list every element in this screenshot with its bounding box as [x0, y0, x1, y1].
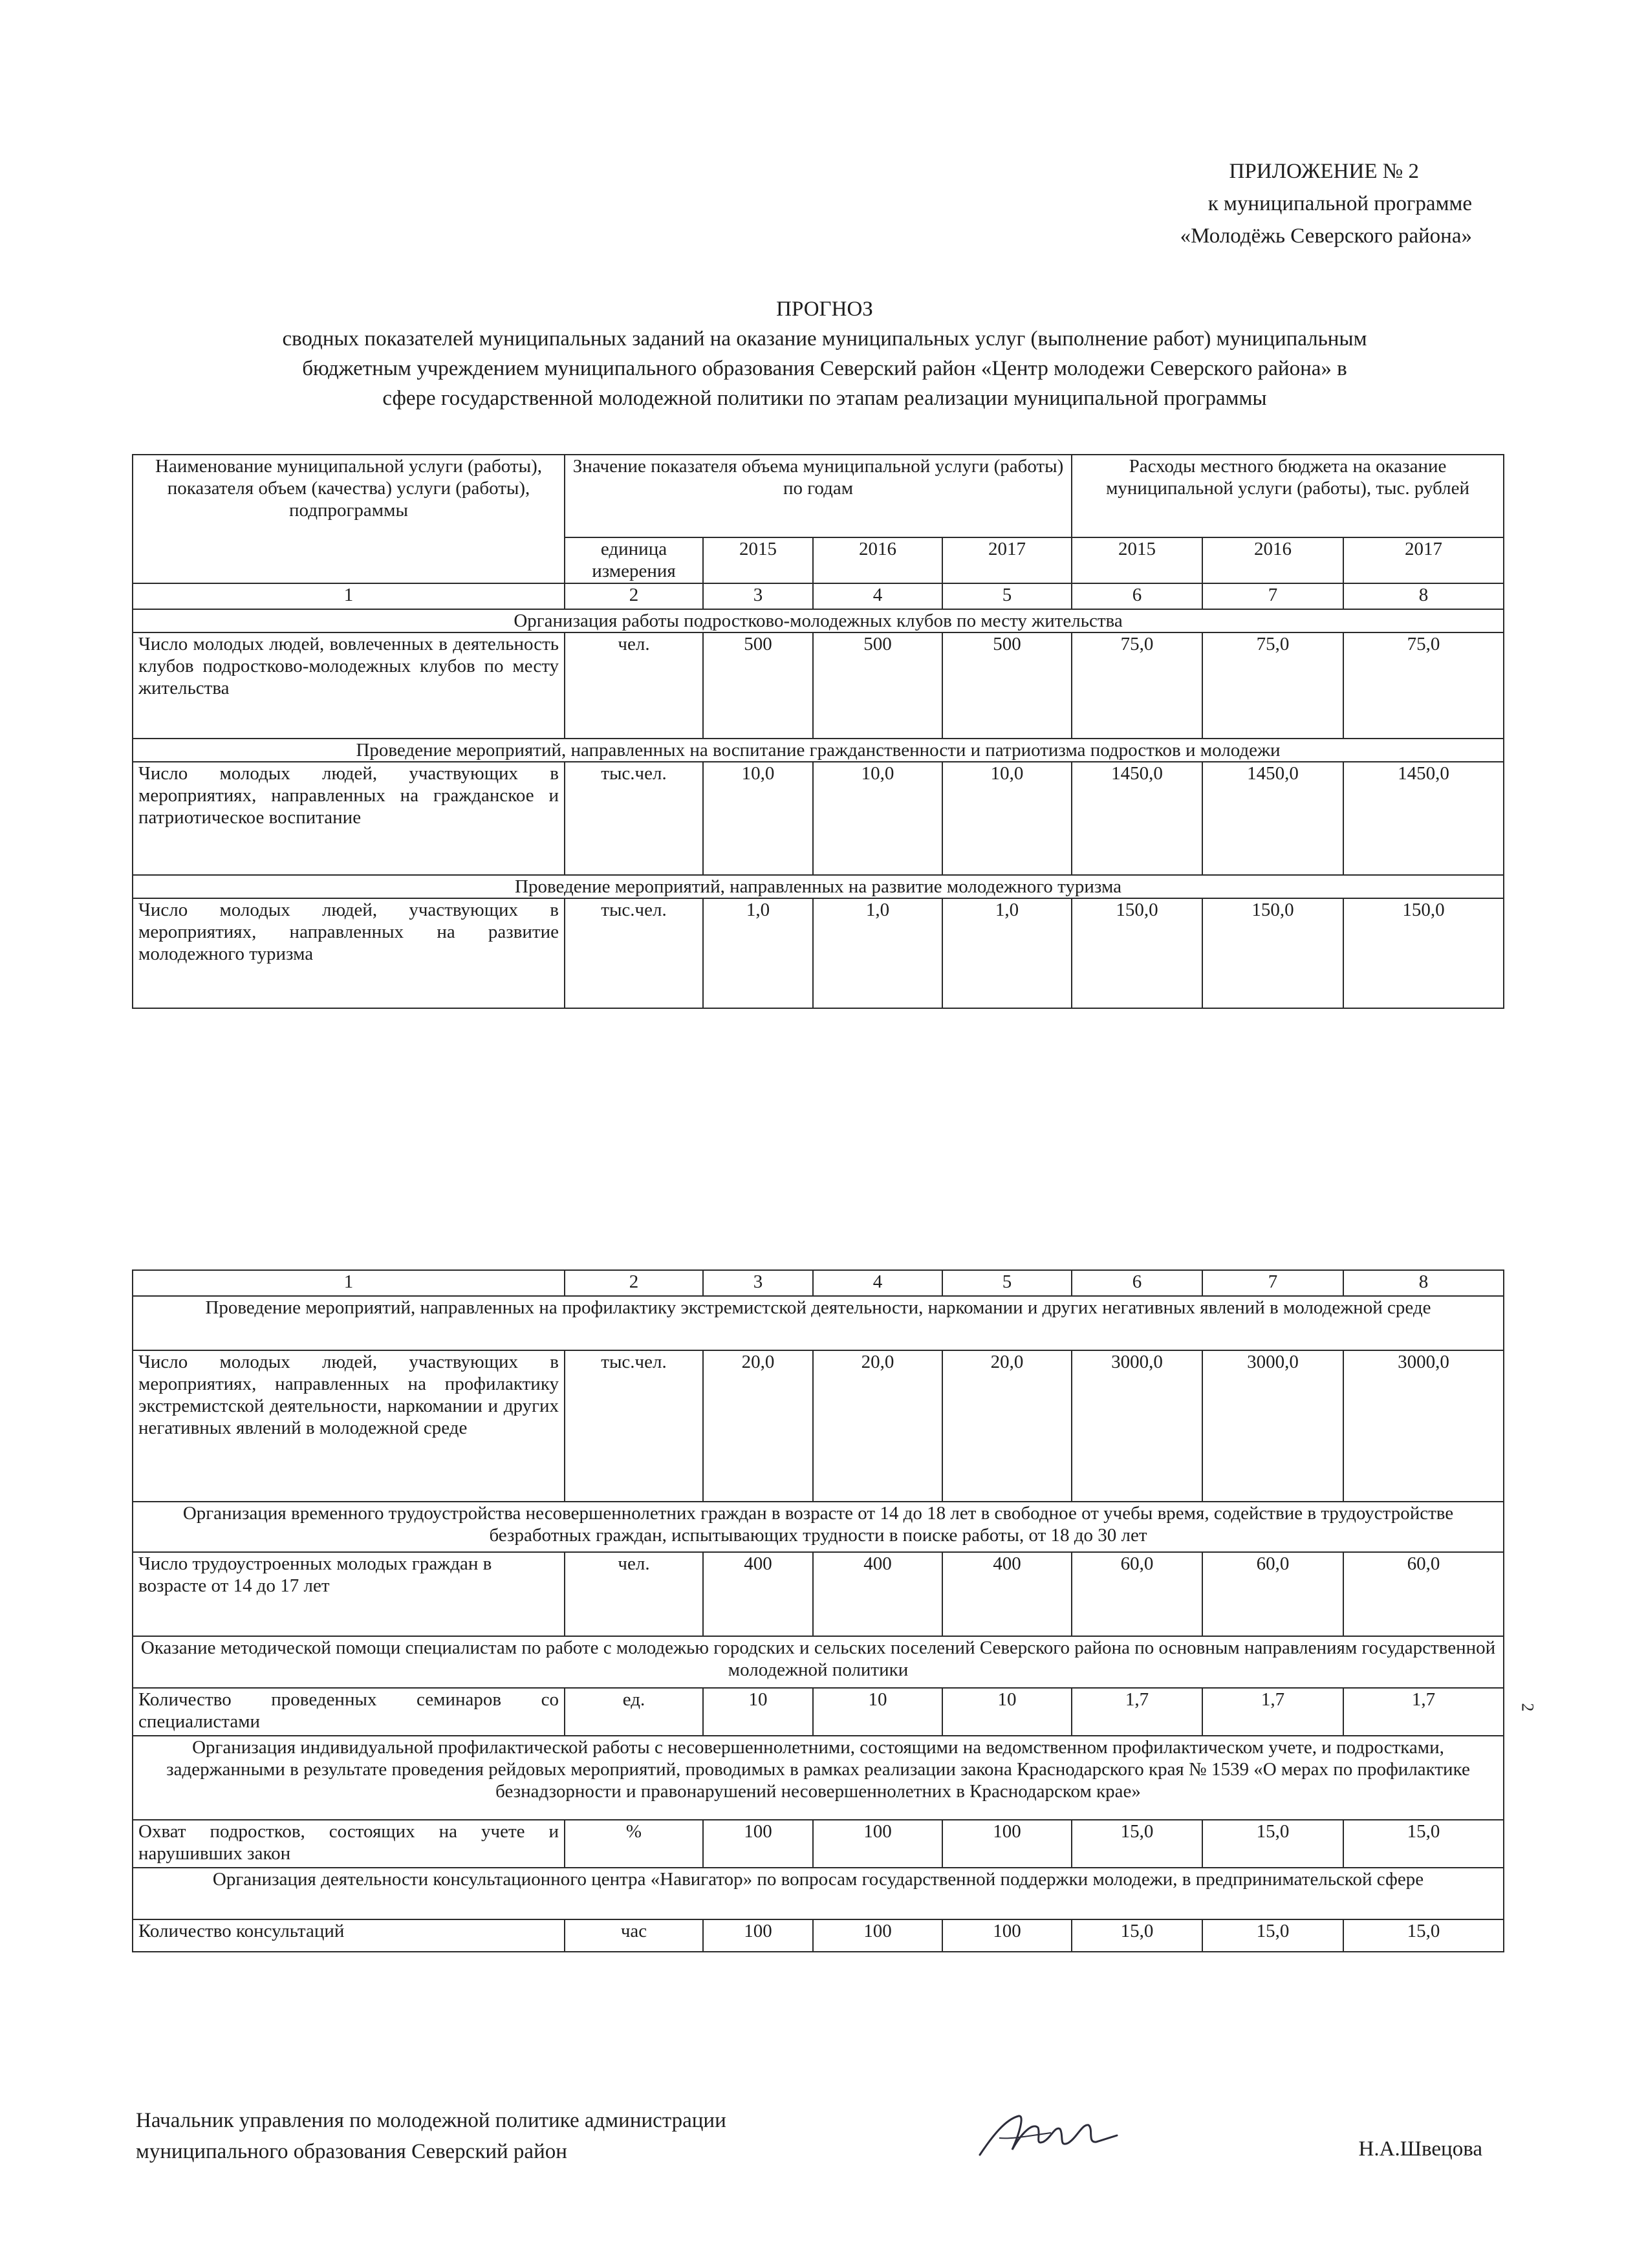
section-row	[133, 1296, 1504, 1350]
expense-2017: 15,0	[1343, 1919, 1504, 1952]
volume-2016: 20,0	[813, 1350, 942, 1502]
section-row	[133, 739, 1504, 762]
column-number: 8	[1343, 1270, 1504, 1296]
unit-cell: тыс.чел.	[565, 1350, 703, 1502]
volume-2017: 10,0	[942, 762, 1072, 875]
column-number: 2	[565, 1270, 703, 1296]
column-number-row	[133, 1270, 1504, 1296]
volume-2015: 20,0	[703, 1350, 813, 1502]
expense-2017: 75,0	[1343, 632, 1504, 739]
expense-2016: 15,0	[1202, 1820, 1343, 1868]
volume-2017: 100	[942, 1919, 1072, 1952]
header-year-2017: 2017	[942, 537, 1072, 583]
column-number: 6	[1072, 1270, 1202, 1296]
unit-cell: тыс.чел.	[565, 762, 703, 875]
heading-line-3: сфере государственной молодежной политики по этапам реализации муниципальной программы	[382, 387, 1267, 410]
table-row	[133, 1552, 1504, 1636]
column-number: 1	[133, 583, 565, 609]
table-row	[133, 762, 1504, 875]
section-title: Проведение мероприятий, направленных на профилактику экстремистской деятельности, наркомании и других негативных явлений в молодежной среде	[133, 1296, 1504, 1350]
column-number: 5	[942, 1270, 1072, 1296]
volume-2016: 10	[813, 1688, 942, 1736]
expense-2016: 1450,0	[1202, 762, 1343, 875]
volume-2015: 10	[703, 1688, 813, 1736]
indicator-name: Число молодых людей, вовлеченных в деятельность клубов подростково-молодежных клубов по месту жительства	[133, 632, 565, 739]
volume-2016: 1,0	[813, 898, 942, 1008]
section-row	[133, 875, 1504, 898]
expense-2015: 150,0	[1072, 898, 1202, 1008]
column-number: 3	[703, 583, 813, 609]
column-number: 4	[813, 583, 942, 609]
section-title: Проведение мероприятий, направленных на воспитание гражданственности и патриотизма подростков и молодежи	[133, 739, 1504, 762]
appendix-note	[1180, 155, 1472, 252]
header-expense-2015: 2015	[1072, 537, 1202, 583]
expense-2016: 150,0	[1202, 898, 1343, 1008]
column-number: 1	[133, 1270, 565, 1296]
column-number: 7	[1202, 1270, 1343, 1296]
indicator-name: Количество консультаций	[133, 1919, 565, 1952]
table-row	[133, 1688, 1504, 1736]
indicator-name: Число молодых людей, участвующих в мероприятиях, направленных на профилактику экстремистской деятельности, наркомании и других негативных явлений в молодежной среде	[133, 1350, 565, 1502]
table-row	[133, 1820, 1504, 1868]
volume-2015: 100	[703, 1919, 813, 1952]
header-unit: единица измерения	[565, 537, 703, 583]
table-row	[133, 1919, 1504, 1952]
forecast-table-part-1	[132, 454, 1504, 1009]
column-number: 4	[813, 1270, 942, 1296]
expense-2015: 60,0	[1072, 1552, 1202, 1636]
volume-2016: 400	[813, 1552, 942, 1636]
section-title: Организация временного трудоустройства несовершеннолетних граждан в возрасте от 14 до 18 лет в свободное от учебы время, содействие в трудоустройстве безработных граждан, испытывающих трудности в поиске работы, от 18 до 30 лет	[133, 1502, 1504, 1552]
volume-2017: 100	[942, 1820, 1072, 1868]
expense-2017: 1,7	[1343, 1688, 1504, 1736]
header-expense-2017: 2017	[1343, 537, 1504, 583]
signatory-position	[136, 2105, 726, 2167]
section-title: Организация работы подростково-молодежных клубов по месту жительства	[133, 609, 1504, 632]
unit-cell: чел.	[565, 632, 703, 739]
column-number: 8	[1343, 583, 1504, 609]
signer-name: Н.А.Швецова	[1358, 2137, 1482, 2161]
indicator-name: Число молодых людей, участвующих в мероприятиях, направленных на гражданское и патриотическое воспитание	[133, 762, 565, 875]
unit-cell: тыс.чел.	[565, 898, 703, 1008]
forecast-table-part-2	[132, 1269, 1504, 1952]
header-row	[133, 455, 1504, 537]
volume-2016: 100	[813, 1919, 942, 1952]
expense-2015: 1450,0	[1072, 762, 1202, 875]
column-number: 5	[942, 583, 1072, 609]
section-title: Организация индивидуальной профилактической работы с несовершеннолетними, состоящими на ведомственном профилактическом учете, и подростками, задержанными в результате проведения рейдовых мероприятий, проводимых в рамках реализации закона Краснодарского края № 1539 «О мерах по профилактике безнадзорности и правонарушений несовершеннолетних в Краснодарском крае»	[133, 1736, 1504, 1820]
handwritten-signature	[973, 2110, 1122, 2171]
header-volume: Значение показателя объема муниципальной услуги (работы) по годам	[565, 455, 1072, 537]
section-title: Проведение мероприятий, направленных на развитие молодежного туризма	[133, 875, 1504, 898]
expense-2015: 15,0	[1072, 1820, 1202, 1868]
volume-2015: 1,0	[703, 898, 813, 1008]
unit-cell: ед.	[565, 1688, 703, 1736]
expense-2015: 1,7	[1072, 1688, 1202, 1736]
volume-2017: 400	[942, 1552, 1072, 1636]
column-number: 6	[1072, 583, 1202, 609]
column-number: 7	[1202, 583, 1343, 609]
table-row	[133, 1350, 1504, 1502]
document-heading	[149, 294, 1500, 413]
header-year-2015: 2015	[703, 537, 813, 583]
header-name: Наименование муниципальной услуги (работы), показателя объем (качества) услуги (работы), подпрограммы	[133, 455, 565, 583]
expense-2017: 60,0	[1343, 1552, 1504, 1636]
expense-2015: 75,0	[1072, 632, 1202, 739]
expense-2015: 3000,0	[1072, 1350, 1202, 1502]
table-row	[133, 632, 1504, 739]
expense-2017: 15,0	[1343, 1820, 1504, 1868]
volume-2017: 10	[942, 1688, 1072, 1736]
volume-2016: 100	[813, 1820, 942, 1868]
volume-2017: 500	[942, 632, 1072, 739]
volume-2015: 10,0	[703, 762, 813, 875]
expense-2016: 1,7	[1202, 1688, 1343, 1736]
unit-cell: чел.	[565, 1552, 703, 1636]
expense-2016: 3000,0	[1202, 1350, 1343, 1502]
header-expense-2016: 2016	[1202, 537, 1343, 583]
position-line-1: Начальник управления по молодежной политике администрации	[136, 2109, 726, 2132]
volume-2017: 20,0	[942, 1350, 1072, 1502]
volume-2016: 10,0	[813, 762, 942, 875]
page-number: 2	[1518, 1703, 1537, 1712]
section-row	[133, 1502, 1504, 1552]
section-row	[133, 1636, 1504, 1688]
expense-2017: 1450,0	[1343, 762, 1504, 875]
appendix-program: к муниципальной программе	[1207, 192, 1472, 215]
section-row	[133, 609, 1504, 632]
header-year-2016: 2016	[813, 537, 942, 583]
volume-2015: 400	[703, 1552, 813, 1636]
column-number: 3	[703, 1270, 813, 1296]
expense-2017: 150,0	[1343, 898, 1504, 1008]
volume-2016: 500	[813, 632, 942, 739]
heading-line-1: сводных показателей муниципальных заданий на оказание муниципальных услуг (выполнение работ) муниципальным	[282, 327, 1367, 351]
document-title: ПРОГНОЗ	[776, 297, 873, 321]
position-line-2: муниципального образования Северский район	[136, 2140, 567, 2163]
expense-2016: 15,0	[1202, 1919, 1343, 1952]
indicator-name: Охват подростков, состоящих на учете и нарушивших закон	[133, 1820, 565, 1868]
appendix-program-name: «Молодёжь Северского района»	[1180, 224, 1472, 248]
section-title: Организация деятельности консультационного центра «Навигатор» по вопросам государственной поддержки молодежи, в предпринимательской сфере	[133, 1868, 1504, 1919]
unit-cell: %	[565, 1820, 703, 1868]
indicator-name: Число трудоустроенных молодых граждан в возрасте от 14 до 17 лет	[133, 1552, 565, 1636]
column-number-row	[133, 583, 1504, 609]
volume-2015: 100	[703, 1820, 813, 1868]
unit-cell: час	[565, 1919, 703, 1952]
section-row	[133, 1868, 1504, 1919]
indicator-name: Количество проведенных семинаров со специалистами	[133, 1688, 565, 1736]
indicator-name: Число молодых людей, участвующих в мероприятиях, направленных на развитие молодежного туризма	[133, 898, 565, 1008]
table-row	[133, 898, 1504, 1008]
expense-2015: 15,0	[1072, 1919, 1202, 1952]
heading-line-2: бюджетным учреждением муниципального образования Северский район «Центр молодежи Северского района» в	[302, 357, 1347, 380]
volume-2017: 1,0	[942, 898, 1072, 1008]
appendix-number: ПРИЛОЖЕНИЕ № 2	[1229, 160, 1419, 183]
header-expense: Расходы местного бюджета на оказание муниципальной услуги (работы), тыс. рублей	[1072, 455, 1504, 537]
section-title: Оказание методической помощи специалистам по работе с молодежью городских и сельских поселений Северского района по основным направлениям государственной молодежной политики	[133, 1636, 1504, 1688]
column-number: 2	[565, 583, 703, 609]
expense-2016: 60,0	[1202, 1552, 1343, 1636]
expense-2017: 3000,0	[1343, 1350, 1504, 1502]
volume-2015: 500	[703, 632, 813, 739]
section-row	[133, 1736, 1504, 1820]
expense-2016: 75,0	[1202, 632, 1343, 739]
